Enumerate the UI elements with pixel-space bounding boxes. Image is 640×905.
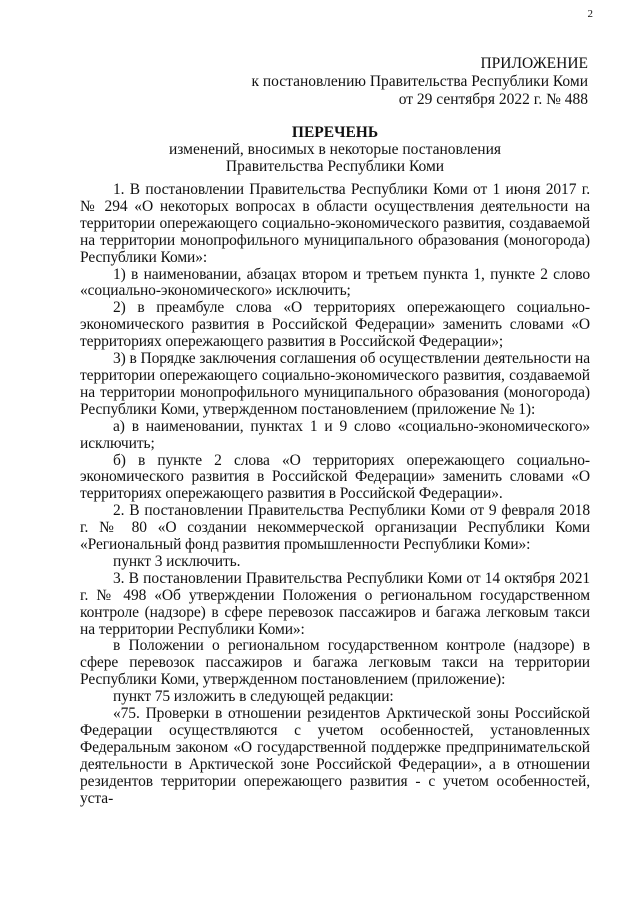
appendix-header [251, 55, 588, 109]
paragraph: 1. В постановлении Правительства Республики Коми от 1 июня 2017 г. № 294 «О некоторых вопросах в области осуществления деятельности на территории опережающего социально-экономического развития, создаваемой на территории монопрофильного муниципального образования (моногорода) Республики Коми»: [80, 181, 590, 266]
paragraph: 3. В постановлении Правительства Республики Коми от 14 октября 2021 г. № 498 «Об утверждении Положения о региональном государственном контроле (надзоре) в сфере перевозок пассажиров и багажа легковым такси на территории Республики Коми»: [80, 569, 590, 638]
appendix-decree-ref: к постановлению Правительства Республики Коми [251, 73, 588, 90]
paragraph: пункт 3 исключить. [113, 552, 241, 570]
page-number: 2 [587, 8, 593, 20]
paragraph: а) в наименовании, пунктах 1 и 9 слово «социально-экономического» исключить; [80, 417, 590, 452]
document-title [80, 124, 590, 175]
appendix-decree-date: от 29 сентября 2022 г. № 488 [398, 91, 588, 108]
appendix-label: ПРИЛОЖЕНИЕ [480, 55, 588, 72]
paragraph: 2. В постановлении Правительства Республики Коми от 9 февраля 2018 г. № 80 «О создании некоммерческой организации Республики Коми «Региональный фонд развития промышленности Республики Коми»: [80, 502, 590, 554]
document-body [80, 182, 590, 808]
paragraph: «75. Проверки в отношении резидентов Арктической зоны Российской Федерации осуществляются с учетом особенностей, установленных Федеральным законом «О государственной поддержке предпринимательской деятельности в Арктической зоне Российской Федерации», а в отношении резидентов территории опережающего развития - с учетом особенностей, уста- [80, 705, 590, 807]
title-subtitle-line-1: изменений, вносимых в некоторые постановления [168, 141, 501, 158]
paragraph: в Положении о региональном государственном контроле (надзоре) в сфере перевозок пассажиров и багажа легковым такси на территории Республики Коми, утвержденном постановлением (приложение): [80, 637, 590, 689]
paragraph: 3) в Порядке заключения соглашения об осуществлении деятельности на территории опережающего социально-экономического развития, создаваемой на территории монопрофильного муниципального образования (моногорода) Республики Коми, утвержденном постановлением (приложение № 1): [80, 350, 590, 418]
paragraph: 2) в преамбуле слова «О территориях опережающего социально-экономического развития в Российской Федерации» заменить словами «О территориях опережающего развития в Российской Федерации»; [80, 299, 590, 351]
paragraph: пункт 75 изложить в следующей редакции: [113, 688, 394, 706]
paragraph: б) в пункте 2 слова «О территориях опережающего социально-экономического развития в Российской Федерации» заменить словами «О территориях опережающего развития в Российской Федерации». [80, 451, 590, 503]
paragraph: 1) в наименовании, абзацах втором и третьем пункта 1, пункте 2 слово «социально-экономического» исключить; [80, 265, 590, 300]
title-subtitle-line-2: Правительства Республики Коми [225, 158, 445, 175]
title-heading: ПЕРЕЧЕНЬ [291, 124, 379, 141]
